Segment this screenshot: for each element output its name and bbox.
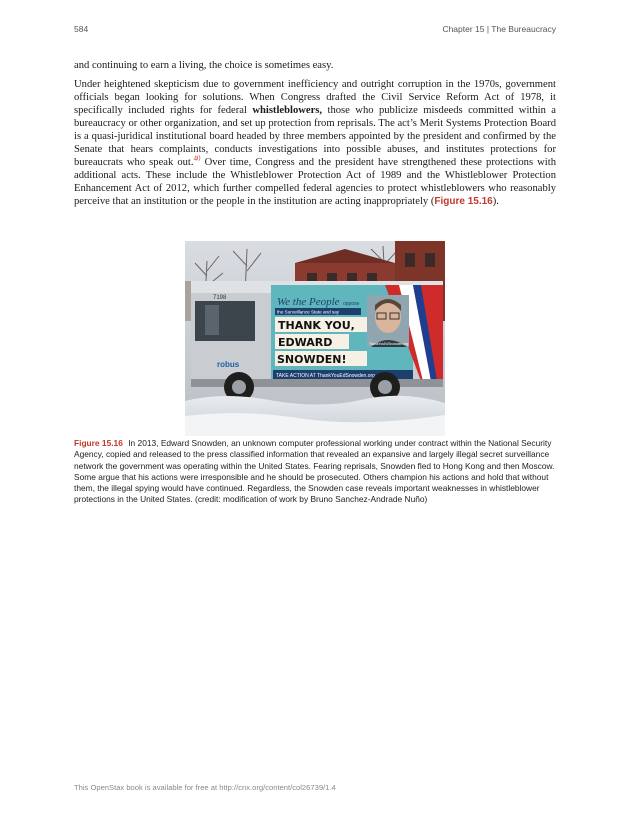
bus-brand: robus (217, 360, 240, 369)
ad-take-action: TAKE ACTION AT ThankYouEdSnowden.org (276, 373, 375, 379)
page-header (74, 24, 556, 38)
ad-snowden: SNOWDEN! (277, 353, 347, 366)
ad-we-the-people: We the People (277, 296, 340, 308)
figure-photo-snowden-bus (185, 241, 445, 436)
footnote-link[interactable]: 40 (193, 154, 201, 163)
figure-caption-text: In 2013, Edward Snowden, an unknown computer professional working under contract within the National Security Agency, copied and released to the press classified information that revealed an expansive and largely illegal secret surveillance network the government was operating within the United States. Fearing reprisals, Snowden fled to Hong Kong and then Moscow. Some argue that his actions were irresponsible and he should be prosecuted. Others champion his actions and hold that without them, the illegal spying would have continued. Regardless, the Snowden case reveals important weaknesses in whistleblower protections in the United States. (credit: modification of work by Bruno Sanchez-Andrade Nuño) (74, 438, 555, 505)
bus-number: 7198 (213, 295, 227, 301)
snowden-portrait (367, 295, 409, 347)
bus-window (195, 301, 255, 341)
paragraph-text-2: those who publicize misdeeds committed within a bureaucracy or other organization, and set up protection from reprisals. The act’s Merit Systems Protection Board is a quasi-juridical institutional board headed by three members appointed by the president and confirmed by the Senate that hears complaints, conducts investigations into possible abuses, and institutes protections for bureaucrats who speak out. (74, 105, 557, 168)
svg-text:ThankYouEdSnowden.org: ThankYouEdSnowden.org (369, 342, 409, 346)
ad-thank-you: THANK YOU, (278, 319, 355, 332)
page-footer: This OpenStax book is available for free at http://cnx.org/content/col26739/1.4 (74, 783, 336, 792)
svg-text:oppose: oppose (343, 301, 360, 307)
bus-photo-illustration (185, 241, 445, 436)
ad-edward: EDWARD (278, 336, 333, 349)
paragraph-text-1: Under heightened skepticism due to government inefficiency and outright corruption in the 1970s, government officials began looking for solutions. When Congress drafted the Civil Service Reform Act of 1978, it specifically included rights for federal (74, 79, 556, 116)
figure-reference-link[interactable]: Figure 15.16 (434, 196, 493, 207)
page-number: 584 (74, 24, 89, 34)
paragraph-text-4: ). (492, 196, 499, 207)
paragraph-continuation: and continuing to earn a living, the choice is sometimes easy. (74, 60, 334, 71)
paragraph-whistleblowers (74, 78, 556, 208)
chapter-title: Chapter 15 | The Bureaucracy (442, 24, 556, 34)
key-term-whistleblowers: whistleblowers, (252, 105, 323, 116)
paragraph-text-3: Over time, Congress and the president have strengthened these protections with additional acts. These include the Whistleblower Protection Act of 1989 and the Whistleblower Protection Enhancement Act of 2012, which further compelled federal agencies to protect whistleblowers who reasonably perceive that an institution or the people in the institution are acting inappropriately ( (74, 157, 556, 207)
figure-caption (74, 438, 556, 506)
figure-caption-label: Figure 15.16 (74, 438, 123, 448)
svg-text:the Surveillance State and say: the Surveillance State and say (277, 309, 340, 315)
